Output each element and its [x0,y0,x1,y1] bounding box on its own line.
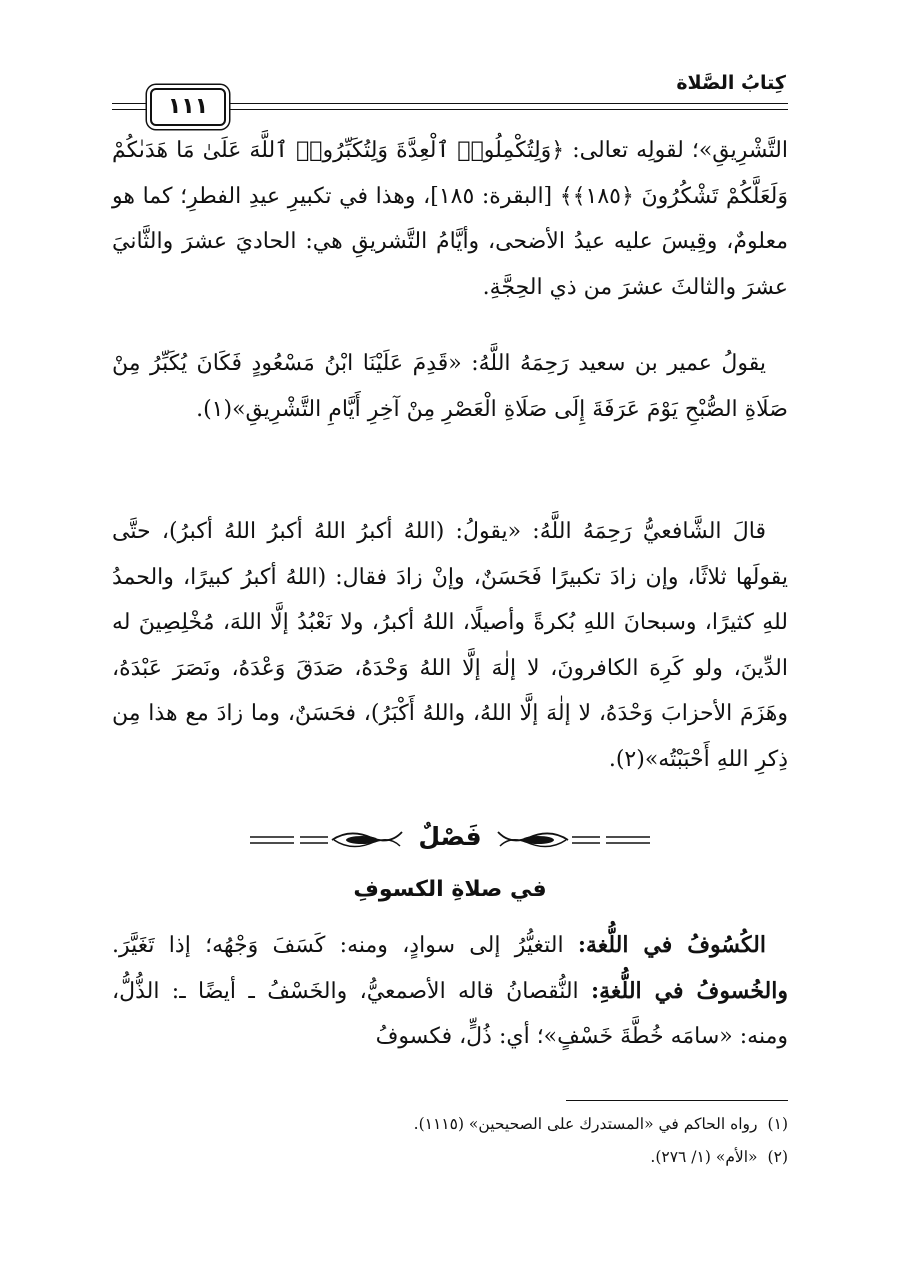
paragraph-umair [112,341,788,432]
definition-kusuf: التغيُّرُ إلى سوادٍ، ومنه: كَسَفَ وَجْهُه؛ إذا تَغَيَّرَ. [112,933,578,958]
footnote-text: رواه الحاكم في «المستدرك على الصحيحين» (١١١٥). [413,1115,758,1133]
footnote-number: (٢) [767,1148,788,1166]
footnote-text: «الأم» (١/ ٢٧٦). [650,1148,758,1166]
term-khusuf: والخُسوفُ في اللُّغةِ: [591,977,788,1004]
section-label: فَصْلٌ [418,822,482,851]
paragraph-shafii-text: قالَ الشَّافعيُّ رَحِمَهُ اللَّهُ: «يقولُ: (اللهُ أكبرُ اللهُ أكبرُ اللهُ أكبرُ)، حتَّى يقولَها ثلاثًا، وإن زادَ تكبيرًا فَحَسَنٌ، وإنْ زادَ فقال: (اللهُ أكبرُ كبيرًا، والحمدُ للهِ كثيرًا، وسبحانَ اللهِ بُكرةً وأصيلًا، اللهُ أكبرُ، ولا نَعْبُدُ إلَّا اللهَ، مُخْلِصِينَ له الدِّينَ، ولو كَرِهَ الكافرونَ، لا إلٰهَ إلَّا اللهُ وَحْدَهُ، صَدَقَ وَعْدَهُ، ونَصَرَ عَبْدَهُ، وهَزَمَ الأحزابَ وَحْدَهُ، لا إلٰهَ إلَّا اللهُ، واللهُ أَكْبَرُ)، فحَسَنٌ، وما زادَ مع هذا مِن ذِكرِ اللهِ أَحْبَبْتُه»(٢). [112,519,788,772]
paragraph-tashriq: التَّشْرِيقِ»؛ لقولِه تعالى: ﴿وَلِتُكْمِلُوا۟ ٱلْعِدَّةَ وَلِتُكَبِّرُوا۟ ٱللَّهَ عَلَىٰ مَا هَدَىٰكُمْ وَلَعَلَّكُمْ تَشْكُرُونَ ﴿١٨٥﴾﴾ [البقرة: ١٨٥]، وهذا في تكبيرِ عيدِ الفطرِ؛ كما هو معلومٌ، وقِيسَ عليه عيدُ الأضحى، وأيَّامُ التَّشريقِ هي: الحاديَ عشرَ والثَّانيَ عشرَ والثالثَ عشرَ من ذي الحِجَّةِ. [112,138,788,300]
ornament-right-icon [495,828,650,852]
footnote-number: (١) [767,1115,788,1133]
footnote [112,1115,788,1133]
definition-khusuf: النُّقصانُ قاله الأصمعيُّ، والخَسْفُ ـ أيضًا ـ: الذُّلُّ، ومنه: «سامَه خُطَّةَ خَسْفٍ»؛ أي: ذُلٍّ، فكسوفُ [112,978,788,1049]
page-number: ١١١ [167,94,209,119]
paragraph-kusuf [112,923,788,1060]
section-divider [250,822,650,858]
paragraph-shafii [112,509,788,782]
footnote [112,1148,788,1166]
section-subtitle: في صلاةِ الكسوفِ [353,877,547,902]
paragraph-umair-text: يقولُ عمير بن سعيد رَحِمَهُ اللَّهُ: «قَدِمَ عَلَيْنَا ابْنُ مَسْعُودٍ فَكَانَ يُكَبِّرُ مِنْ صَلَاةِ الصُّبْحِ يَوْمَ عَرَفَةَ إِلَى صَلَاةِ الْعَصْرِ مِنْ آخِرِ أَيَّامِ التَّشْرِيقِ»(١). [112,351,788,422]
term-kusuf: الكُسُوفُ في اللُّغة: [577,932,766,958]
running-title: كِتابُ الصَّلاة [676,72,786,94]
footnote-rule [566,1100,788,1101]
page-number-frame [150,88,226,126]
